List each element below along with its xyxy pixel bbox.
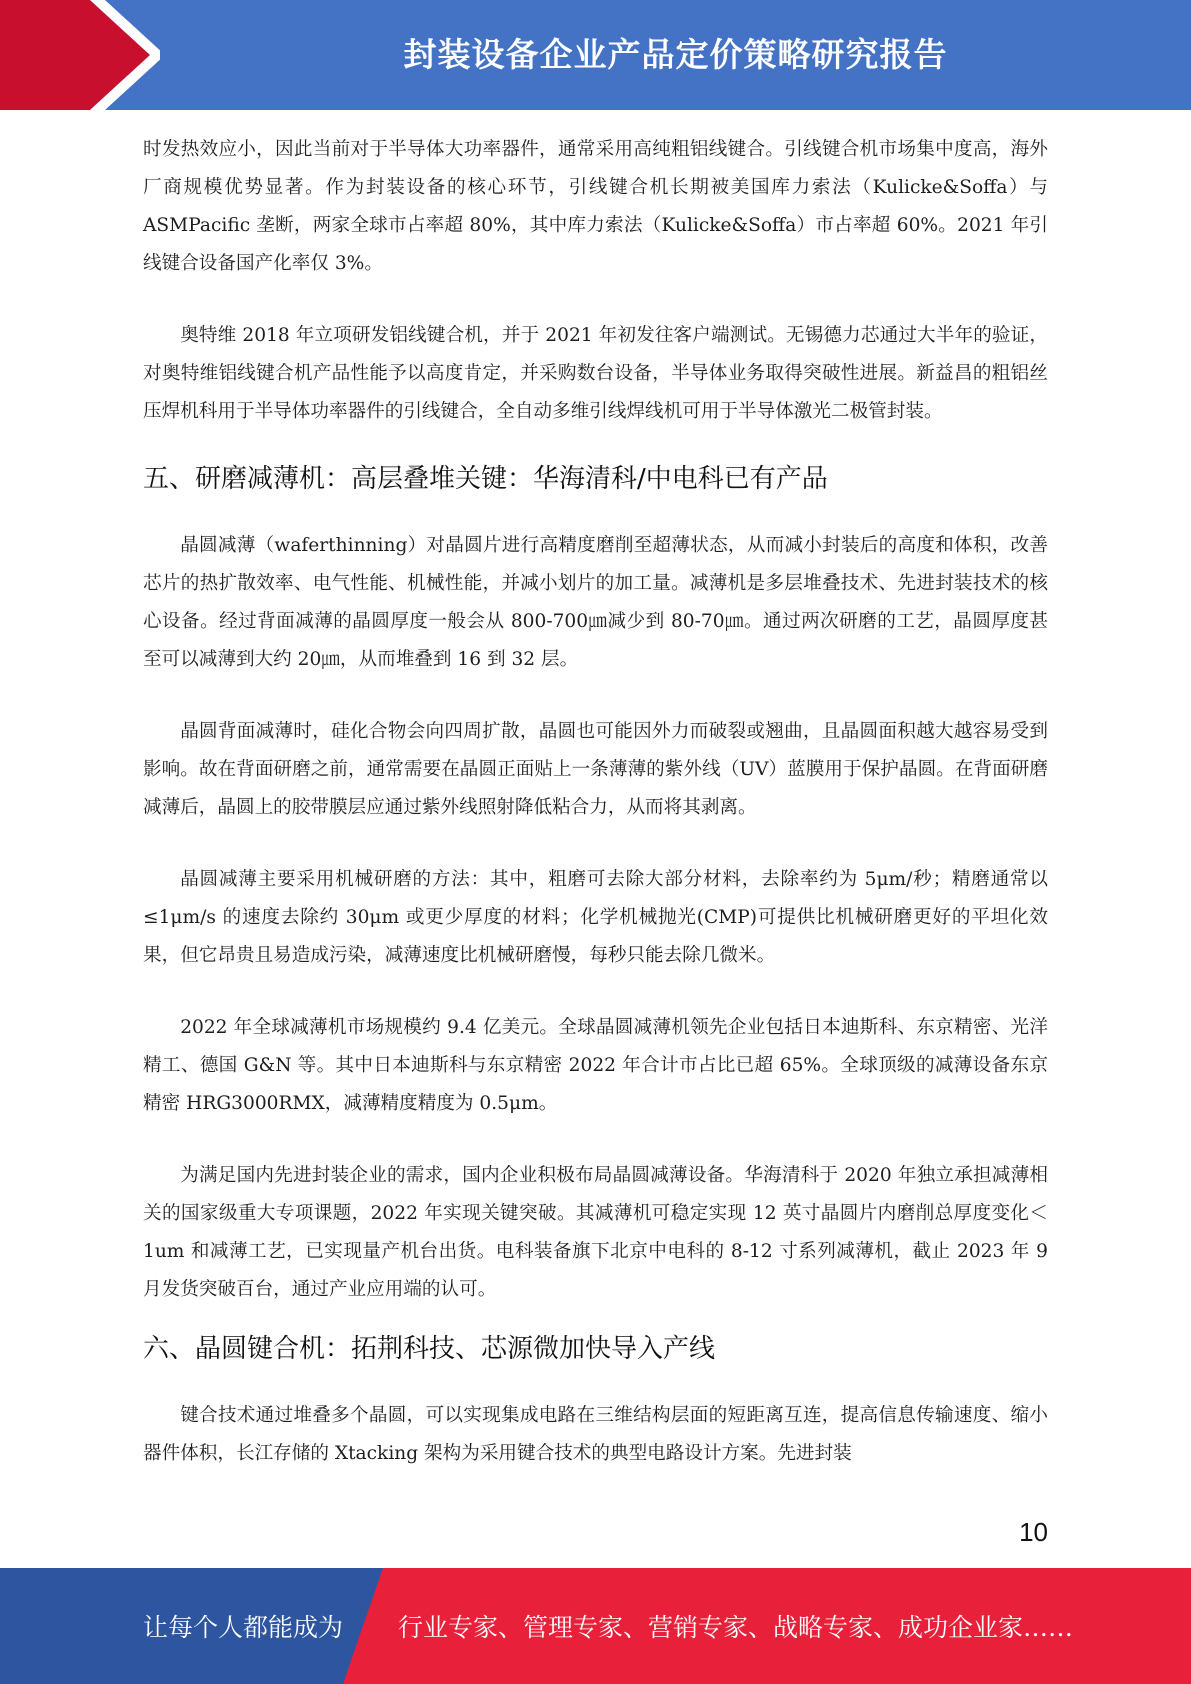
section-heading: 六、晶圆键合机：拓荆科技、芯源微加快导入产线 [143, 1334, 716, 1364]
paragraph: 奥特维 2018 年立项研发铝线键合机，并于 2021 年初发往客户端测试。无锡德力芯通过大半年的验证，对奥特维铝线键合机产品性能予以高度肯定，并采购数台设备，半导体业务取得突破性进展。新益昌的粗铝丝压焊机科用于半导体功率器件的引线键合，全自动多维引线焊线机可用于半导体激光二极管封装。 [143, 325, 1048, 422]
paragraph: 为满足国内先进封装企业的需求，国内企业积极布局晶圆减薄设备。华海清科于 2020 年独立承担减薄相关的国家级重大专项课题，2022 年实现关键突破。其减薄机可稳定实现 12 英寸晶圆片内磨削总厚度变化＜1um 和减薄工艺，已实现量产机台出货。电科装备旗下北京中电科的 8-12 寸系列减薄机，截止 2023 年 9 月发货突破百台，通过产业应用端的认可。 [143, 1165, 1048, 1300]
document-body [143, 131, 1048, 1473]
paragraph: 晶圆减薄主要采用机械研磨的方法：其中，粗磨可去除大部分材料，去除率约为 5μm/秒；精磨通常以≤1μm/s 的速度去除约 30μm 或更少厚度的材料；化学机械抛光(CMP)可提供比机械研磨更好的平坦化效果，但它昂贵且易造成污染，减薄速度比机械研磨慢，每秒只能去除几微米。 [143, 869, 1048, 966]
section-heading: 五、研磨减薄机：高层叠堆关键：华海清科/中电科已有产品 [143, 464, 828, 494]
page-header [0, 0, 1191, 110]
page-number: 10 [1019, 1517, 1048, 1547]
header-arrow-decoration [0, 0, 160, 110]
paragraph: 2022 年全球减薄机市场规模约 9.4 亿美元。全球晶圆减薄机领先企业包括日本迪斯科、东京精密、光洋精工、德国 G&N 等。其中日本迪斯科与东京精密 2022 年合计市占比已超 65%。全球顶级的减薄设备东京精密 HRG3000RMX，减薄精度精度为 0.5μm。 [143, 1017, 1048, 1114]
paragraph: 晶圆背面减薄时，硅化合物会向四周扩散，晶圆也可能因外力而破裂或翘曲，且晶圆面积越大越容易受到影响。故在背面研磨之前，通常需要在晶圆正面贴上一条薄薄的紫外线（UV）蓝膜用于保护晶圆。在背面研磨减薄后，晶圆上的胶带膜层应通过紫外线照射降低粘合力，从而将其剥离。 [143, 721, 1048, 818]
footer-slogan-right: 行业专家、管理专家、营销专家、战略专家、成功企业家…… [398, 1613, 1074, 1642]
footer-slogan-left: 让每个人都能成为 [143, 1613, 344, 1642]
report-title: 封装设备企业产品定价策略研究报告 [403, 34, 948, 74]
page-footer [0, 1568, 1191, 1684]
paragraph: 时发热效应小，因此当前对于半导体大功率器件，通常采用高纯粗铝线键合。引线键合机市场集中度高，海外厂商规模优势显著。作为封装设备的核心环节，引线键合机长期被美国库力索法（Kulicke&Soffa）与 ASMPacific 垄断，两家全球市占率超 80%，其中库力索法（Kulicke&Soffa）市占率超 60%。2021 年引线键合设备国产化率仅 3%。 [143, 139, 1048, 274]
paragraph: 键合技术通过堆叠多个晶圆，可以实现集成电路在三维结构层面的短距离互连，提高信息传输速度、缩小器件体积，长江存储的 Xtacking 架构为采用键合技术的典型电路设计方案。先进封装 [143, 1405, 1048, 1464]
paragraph: 晶圆减薄（waferthinning）对晶圆片进行高精度磨削至超薄状态，从而减小封装后的高度和体积，改善芯片的热扩散效率、电气性能、机械性能，并减小划片的加工量。减薄机是多层堆叠技术、先进封装技术的核心设备。经过背面减薄的晶圆厚度一般会从 800-700㎛减少到 80-70㎛。通过两次研磨的工艺，晶圆厚度甚至可以减薄到大约 20㎛，从而堆叠到 16 到 32 层。 [143, 535, 1048, 670]
